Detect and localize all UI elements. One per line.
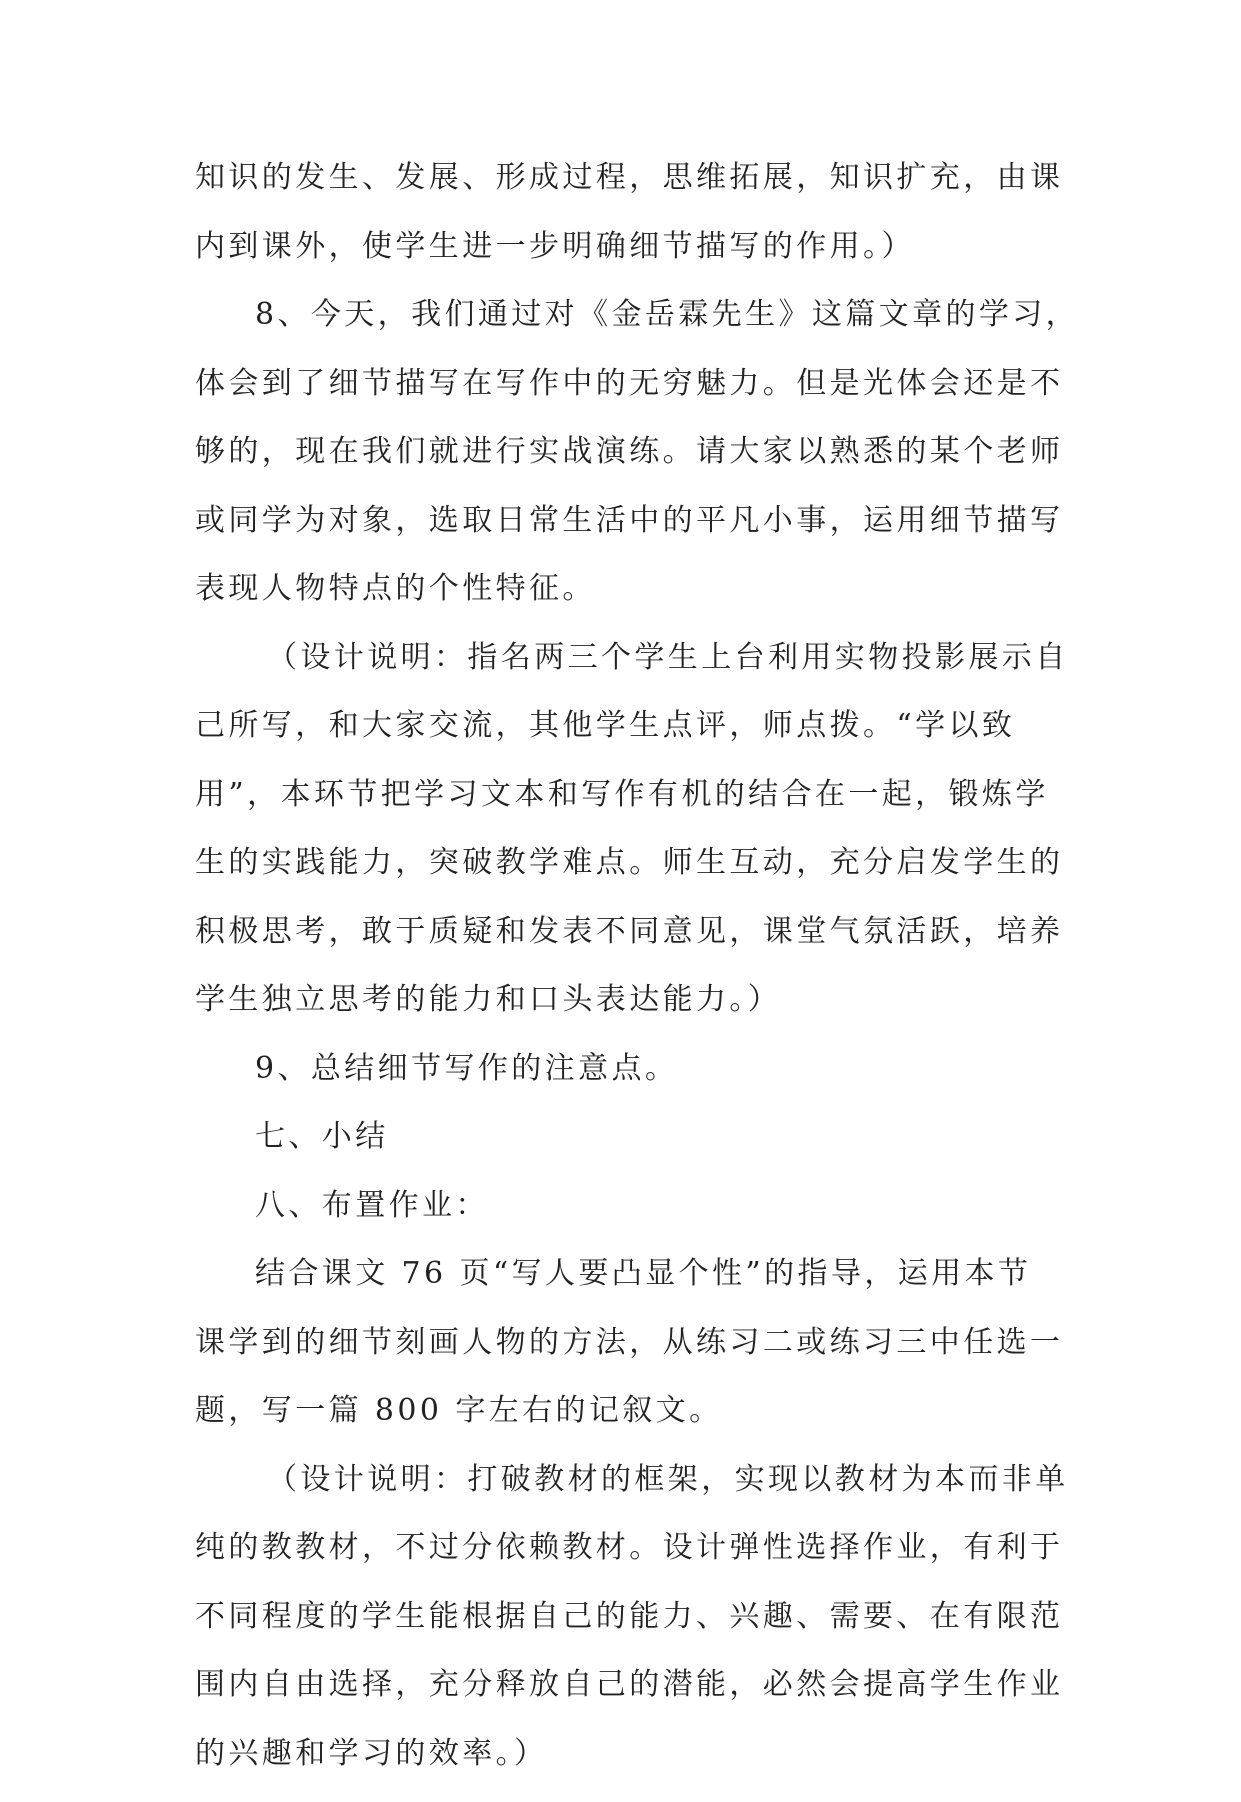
text-line: 题，写一篇 800 字左右的记叙文。 [195, 1391, 1055, 1460]
section-heading-homework: 八、布置作业： [195, 1186, 1055, 1255]
document-body [195, 158, 1055, 1802]
section-heading-summary: 七、小结 [195, 1117, 1055, 1186]
text-line: 内到课外，使学生进一步明确细节描写的作用。） [195, 227, 1055, 296]
design-note-start-line: （设计说明：指名两三个学生上台利用实物投影展示自 [195, 638, 1055, 707]
text-line: 课学到的细节刻画人物的方法，从练习二或练习三中任选一 [195, 1323, 1055, 1392]
text-line: 己所写，和大家交流，其他学生点评，师点拨。“学以致 [195, 706, 1055, 775]
text-line: 够的，现在我们就进行实战演练。请大家以熟悉的某个老师 [195, 432, 1055, 501]
text-line: 用”，本环节把学习文本和写作有机的结合在一起，锻炼学 [195, 775, 1055, 844]
paragraph-start-line: 8、今天，我们通过对《金岳霖先生》这篇文章的学习， [195, 295, 1055, 364]
text-line: 知识的发生、发展、形成过程，思维拓展，知识扩充，由课 [195, 158, 1055, 227]
text-line: 或同学为对象，选取日常生活中的平凡小事，运用细节描写 [195, 501, 1055, 570]
text-line: 纯的教教材，不过分依赖教材。设计弹性选择作业，有利于 [195, 1528, 1055, 1597]
text-line: 的兴趣和学习的效率。） [195, 1734, 1055, 1802]
text-line: 体会到了细节描写在写作中的无穷魅力。但是光体会还是不 [195, 364, 1055, 433]
text-line: 围内自由选择，充分释放自己的潜能，必然会提高学生作业 [195, 1665, 1055, 1734]
paragraph-start-line: 结合课文 76 页“写人要凸显个性”的指导，运用本节 [195, 1254, 1055, 1323]
text-line: 不同程度的学生能根据自己的能力、兴趣、需要、在有限范 [195, 1597, 1055, 1666]
design-note-start-line: （设计说明：打破教材的框架，实现以教材为本而非单 [195, 1460, 1055, 1529]
text-line: 生的实践能力，突破教学难点。师生互动，充分启发学生的 [195, 843, 1055, 912]
text-line: 积极思考，敢于质疑和发表不同意见，课堂气氛活跃，培养 [195, 912, 1055, 981]
paragraph-start-line: 9、总结细节写作的注意点。 [195, 1049, 1055, 1118]
text-line: 表现人物特点的个性特征。 [195, 569, 1055, 638]
text-line: 学生独立思考的能力和口头表达能力。） [195, 980, 1055, 1049]
